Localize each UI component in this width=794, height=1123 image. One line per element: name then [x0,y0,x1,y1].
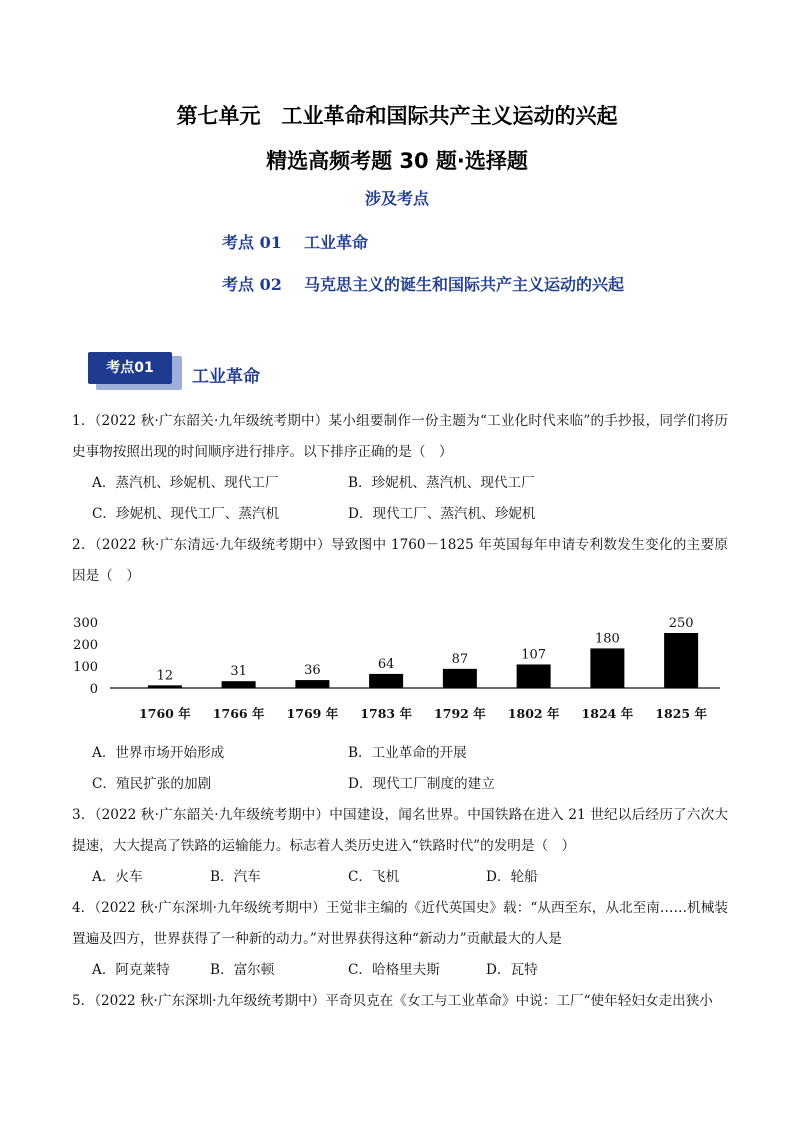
bar [590,648,624,688]
topics-heading: 涉及考点 [364,189,429,208]
exam-title: 精选高频考题 30 题·选择题 [266,149,528,173]
x-tick-label: 1760 年 [139,706,191,721]
x-tick-label: 1825 年 [655,706,707,721]
question-1-stem: 1．（2022 秋·广东韶关·九年级统考期中）某小组要制作一份主题为“工业化时代来临”的手抄报，同学们将历史事物按照出现的时间顺序进行排序。以下排序正确的是（ ） [72,413,728,460]
bar [664,633,698,688]
question-4-option-b: B．富尔顿 [210,962,275,978]
question-1-option-b: B．珍妮机、蒸汽机、现代工厂 [348,475,535,491]
data-label: 36 [304,663,321,679]
y-tick-label: 300 [73,616,98,631]
topic-02-number: 考点 02 [222,275,282,294]
patent-chart [68,600,728,730]
x-tick-label: 1783 年 [360,706,412,721]
x-tick-label: 1824 年 [581,706,634,721]
question-4-options [92,955,538,986]
topic-02-name: 马克思主义的诞生和国际共产主义运动的兴起 [304,275,625,294]
unit-title: 第七单元 工业革命和国际共产主义运动的兴起 [176,104,618,128]
x-tick-label: 1802 年 [507,706,560,721]
topic-01-number: 考点 01 [222,233,282,252]
data-label: 180 [594,631,620,647]
patent-chart-svg [68,600,728,730]
bar [517,664,551,688]
question-3-option-a: A．火车 [92,869,143,885]
question-2-option-b: B．工业革命的开展 [348,745,467,761]
data-label: 107 [521,647,547,663]
data-label: 64 [377,656,395,672]
question-2-option-c: C．殖民扩张的加剧 [92,776,212,792]
question-1-option-a: A．蒸汽机、珍妮机、现代工厂 [92,475,279,491]
question-3-stem: 3．（2022 秋·广东韶关·九年级统考期中）中国建设，闻名世界。中国铁路在进入 21 世纪以后经历了六次大提速，大大提高了铁路的运输能力。标志着人类历史进入“铁路时代”的发明是（ ） [72,807,728,854]
data-label: 31 [230,664,247,680]
question-2-options [92,738,495,800]
question-4-option-d: D．瓦特 [486,962,538,978]
section-badge [88,352,184,392]
y-tick-label: 0 [89,682,98,697]
bar [295,680,329,688]
question-5-stem: 5．（2022 秋·广东深圳·九年级统考期中）平奇贝克在《女工与工业革命》中说：工厂“使年轻妇女走出狭小 [72,993,713,1009]
question-1-option-d: D．现代工厂、蒸汽机、珍妮机 [348,506,536,522]
question-4-option-c: C．哈格里夫斯 [348,962,440,978]
section-title: 工业革命 [192,367,260,387]
bar [443,669,477,688]
question-2-option-d: D．现代工厂制度的建立 [348,776,495,792]
question-1-options [92,468,536,530]
question-4-option-a: A．阿克莱特 [92,962,170,978]
question-3-option-c: C．飞机 [348,869,400,885]
topic-01 [222,230,368,253]
question-3-option-d: D．轮船 [486,869,538,885]
question-2-stem: 2．（2022 秋·广东清远·九年级统考期中）导致图中 1760－1825 年英国每年申请专利数发生变化的主要原因是（ ） [72,537,728,584]
bar [222,681,256,688]
data-label: 12 [156,668,174,684]
x-tick-label: 1766 年 [212,706,265,721]
question-1-option-c: C．珍妮机、现代工厂、蒸汽机 [92,506,280,522]
question-4-stem: 4．（2022 秋·广东深圳·九年级统考期中）王觉非主编的《近代英国史》载：“从西至东，从北至南……机械装置遍及四方，世界获得了一种新的动力。”对世界获得这种“新动力”贡献最大的人是 [72,900,728,947]
data-label: 87 [451,651,469,667]
question-3-option-b: B．汽车 [210,869,261,885]
topic-01-name: 工业革命 [304,233,369,252]
data-label: 250 [668,616,694,631]
section-badge-label: 考点01 [88,352,172,384]
y-tick-label: 200 [73,638,98,653]
y-tick-label: 100 [73,660,98,675]
x-tick-label: 1769 年 [286,706,339,721]
x-tick-label: 1792 年 [434,706,486,721]
question-3-options [92,862,538,893]
bar [369,674,403,688]
bar [148,685,182,688]
topic-02 [222,272,624,295]
question-2-option-a: A．世界市场开始形成 [92,745,225,761]
